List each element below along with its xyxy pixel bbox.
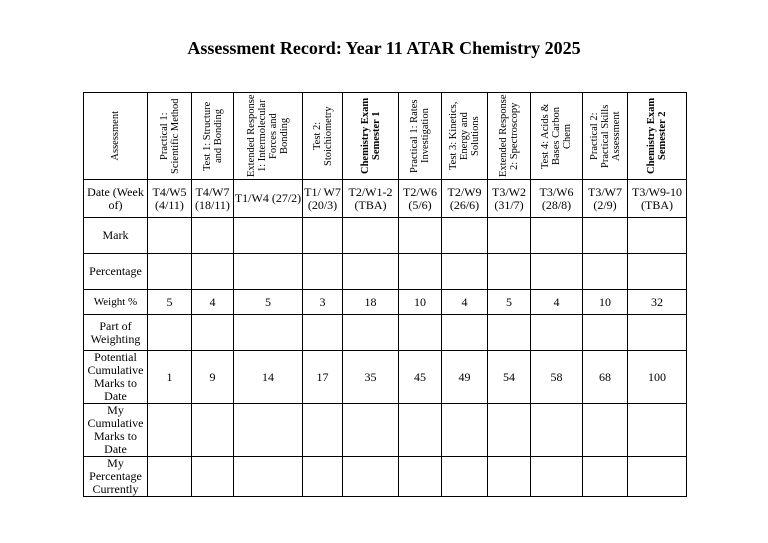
assessment-date: T3/W2 (31/7) bbox=[488, 180, 531, 218]
potential-cumulative-value: 17 bbox=[303, 351, 343, 404]
header-row bbox=[84, 93, 687, 180]
part-of-weighting-cell[interactable] bbox=[148, 315, 192, 351]
percentage-cell[interactable] bbox=[343, 254, 399, 290]
my-percentage-cell[interactable] bbox=[583, 457, 628, 497]
my-percentage-cell[interactable] bbox=[442, 457, 488, 497]
weight-row bbox=[84, 290, 687, 315]
my-percentage-cell[interactable] bbox=[148, 457, 192, 497]
potential-cumulative-value: 9 bbox=[192, 351, 234, 404]
assessment-name: Practical 1: Scientific Method bbox=[158, 98, 181, 174]
assessment-date: T2/W1-2 (TBA) bbox=[343, 180, 399, 218]
assessment-name: Test 2: Stoichiometry bbox=[311, 106, 334, 166]
my-percentage-row bbox=[84, 457, 687, 497]
percentage-cell[interactable] bbox=[583, 254, 628, 290]
assessment-name: Extended Response 2: Spectroscopy bbox=[498, 94, 520, 178]
weight-value: 10 bbox=[399, 290, 442, 315]
potential-cumulative-value: 68 bbox=[583, 351, 628, 404]
assessment-name: Test 3: Kinetics, Energy and Solutions bbox=[448, 101, 481, 171]
my-percentage-cell[interactable] bbox=[399, 457, 442, 497]
assessment-date: T3/W7 (2/9) bbox=[583, 180, 628, 218]
my-percentage-cell[interactable] bbox=[234, 457, 303, 497]
my-percentage-row-label: My Percentage Currently bbox=[84, 457, 148, 497]
percentage-cell[interactable] bbox=[148, 254, 192, 290]
weight-value: 3 bbox=[303, 290, 343, 315]
mark-cell[interactable] bbox=[488, 218, 531, 254]
part-of-weighting-cell[interactable] bbox=[399, 315, 442, 351]
assessment-name: Practical 1: Rates Investigation bbox=[409, 99, 431, 173]
percentage-cell[interactable] bbox=[531, 254, 583, 290]
date-row-label: Date (Week of) bbox=[84, 180, 148, 218]
mark-cell[interactable] bbox=[148, 218, 192, 254]
assessment-header-cell bbox=[531, 93, 583, 180]
percentage-row bbox=[84, 254, 687, 290]
assessment-date: T3/W6 (28/8) bbox=[531, 180, 583, 218]
assessment-date: T2/W9 (26/6) bbox=[442, 180, 488, 218]
assessment-date: T1/ W7 (20/3) bbox=[303, 180, 343, 218]
potential-cumulative-value: 58 bbox=[531, 351, 583, 404]
percentage-cell[interactable] bbox=[442, 254, 488, 290]
part-of-weighting-cell[interactable] bbox=[192, 315, 234, 351]
percentage-cell[interactable] bbox=[303, 254, 343, 290]
weight-row-label: Weight % bbox=[84, 290, 148, 315]
mark-cell[interactable] bbox=[442, 218, 488, 254]
potential-cumulative-value: 45 bbox=[399, 351, 442, 404]
percentage-cell[interactable] bbox=[488, 254, 531, 290]
potential-cumulative-value: 14 bbox=[234, 351, 303, 404]
assessment-header-cell bbox=[192, 93, 234, 180]
part-of-weighting-cell[interactable] bbox=[531, 315, 583, 351]
potential-cumulative-row-label: Potential Cumulative Marks to Date bbox=[84, 351, 148, 404]
part-of-weighting-cell[interactable] bbox=[303, 315, 343, 351]
assessment-header-cell bbox=[399, 93, 442, 180]
assessment-header-cell bbox=[234, 93, 303, 180]
assessment-name: Extended Response 1: Intermolecular Forces and Bonding bbox=[246, 94, 290, 178]
assessment-header-label: Assessment bbox=[110, 111, 121, 161]
my-percentage-cell[interactable] bbox=[343, 457, 399, 497]
mark-cell[interactable] bbox=[399, 218, 442, 254]
percentage-cell[interactable] bbox=[399, 254, 442, 290]
my-cumulative-cell[interactable] bbox=[531, 404, 583, 457]
my-cumulative-row bbox=[84, 404, 687, 457]
my-cumulative-cell[interactable] bbox=[399, 404, 442, 457]
weight-value: 4 bbox=[442, 290, 488, 315]
potential-cumulative-value: 49 bbox=[442, 351, 488, 404]
assessment-header-cell bbox=[303, 93, 343, 180]
my-cumulative-cell[interactable] bbox=[343, 404, 399, 457]
assessment-name: Test 1: Structure and Bonding bbox=[201, 101, 224, 171]
part-of-weighting-cell[interactable] bbox=[234, 315, 303, 351]
weight-value: 5 bbox=[234, 290, 303, 315]
header-label-cell bbox=[84, 93, 148, 180]
my-percentage-cell[interactable] bbox=[192, 457, 234, 497]
part-of-weighting-row bbox=[84, 315, 687, 351]
mark-cell[interactable] bbox=[583, 218, 628, 254]
my-cumulative-cell[interactable] bbox=[148, 404, 192, 457]
weight-value: 5 bbox=[488, 290, 531, 315]
potential-cumulative-value: 54 bbox=[488, 351, 531, 404]
potential-cumulative-value: 100 bbox=[628, 351, 687, 404]
potential-cumulative-value: 35 bbox=[343, 351, 399, 404]
percentage-cell[interactable] bbox=[234, 254, 303, 290]
my-cumulative-cell[interactable] bbox=[192, 404, 234, 457]
my-cumulative-cell[interactable] bbox=[303, 404, 343, 457]
mark-cell[interactable] bbox=[343, 218, 399, 254]
weight-value: 4 bbox=[192, 290, 234, 315]
page-title: Assessment Record: Year 11 ATAR Chemistry 2025 bbox=[187, 38, 581, 58]
my-cumulative-cell[interactable] bbox=[442, 404, 488, 457]
weight-value: 5 bbox=[148, 290, 192, 315]
assessment-name: Practical 2: Practical Skills Assessment bbox=[588, 104, 622, 168]
part-of-weighting-cell[interactable] bbox=[583, 315, 628, 351]
mark-cell[interactable] bbox=[531, 218, 583, 254]
date-row bbox=[84, 180, 687, 218]
assessment-header-cell bbox=[343, 93, 399, 180]
weight-value: 10 bbox=[583, 290, 628, 315]
mark-cell[interactable] bbox=[303, 218, 343, 254]
assessment-date: T2/W6 (5/6) bbox=[399, 180, 442, 218]
weight-value: 32 bbox=[628, 290, 687, 315]
mark-row bbox=[84, 218, 687, 254]
assessment-record-table bbox=[83, 92, 687, 497]
my-percentage-cell[interactable] bbox=[531, 457, 583, 497]
assessment-header-cell bbox=[583, 93, 628, 180]
my-percentage-cell[interactable] bbox=[628, 457, 687, 497]
assessment-header-cell bbox=[442, 93, 488, 180]
assessment-date: T3/W9-10 (TBA) bbox=[628, 180, 687, 218]
part-of-weighting-cell[interactable] bbox=[442, 315, 488, 351]
assessment-date: T1/W4 (27/2) bbox=[234, 180, 303, 218]
part-of-weighting-cell[interactable] bbox=[343, 315, 399, 351]
my-cumulative-cell[interactable] bbox=[628, 404, 687, 457]
mark-cell[interactable] bbox=[192, 218, 234, 254]
my-percentage-cell[interactable] bbox=[488, 457, 531, 497]
assessment-header-cell bbox=[148, 93, 192, 180]
weight-value: 4 bbox=[531, 290, 583, 315]
mark-cell[interactable] bbox=[234, 218, 303, 254]
assessment-date: T4/W7 (18/11) bbox=[192, 180, 234, 218]
assessment-header-cell bbox=[628, 93, 687, 180]
percentage-cell[interactable] bbox=[628, 254, 687, 290]
my-cumulative-cell[interactable] bbox=[583, 404, 628, 457]
potential-cumulative-row bbox=[84, 351, 687, 404]
potential-cumulative-value: 1 bbox=[148, 351, 192, 404]
assessment-date: T4/W5 (4/11) bbox=[148, 180, 192, 218]
assessment-header-cell bbox=[488, 93, 531, 180]
assessment-name: Chemistry Exam Semester 2 bbox=[646, 97, 668, 175]
mark-row-label: Mark bbox=[84, 218, 148, 254]
part-of-weighting-cell[interactable] bbox=[488, 315, 531, 351]
assessment-name: Chemistry Exam Semester 1 bbox=[359, 97, 382, 175]
my-cumulative-cell[interactable] bbox=[234, 404, 303, 457]
mark-cell[interactable] bbox=[628, 218, 687, 254]
my-cumulative-row-label: My Cumulative Marks to Date bbox=[84, 404, 148, 457]
part-of-weighting-cell[interactable] bbox=[628, 315, 687, 351]
my-cumulative-cell[interactable] bbox=[488, 404, 531, 457]
percentage-row-label: Percentage bbox=[84, 254, 148, 290]
percentage-cell[interactable] bbox=[192, 254, 234, 290]
weight-value: 18 bbox=[343, 290, 399, 315]
part-of-weighting-row-label: Part of Weighting bbox=[84, 315, 148, 351]
assessment-name: Test 4: Acids & Bases Carbon Chem bbox=[540, 103, 573, 169]
my-percentage-cell[interactable] bbox=[303, 457, 343, 497]
